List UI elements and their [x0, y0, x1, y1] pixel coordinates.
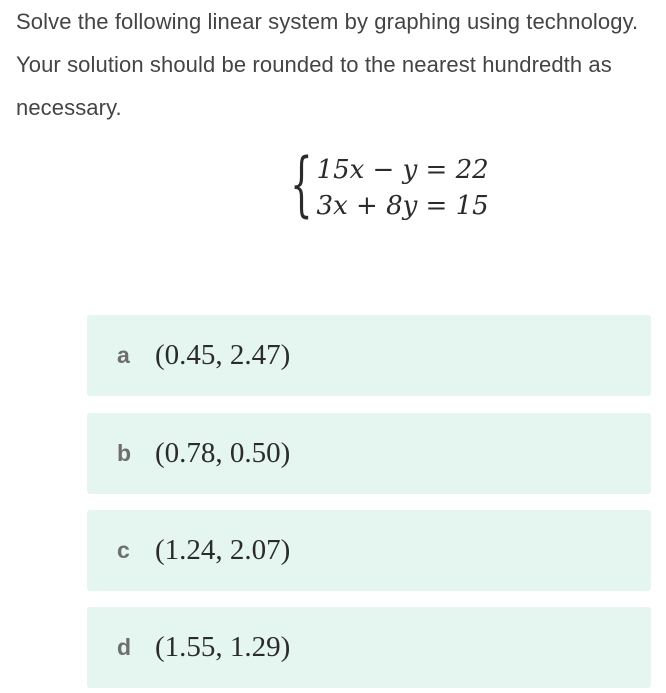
equation-1: 15x − y = 22 [316, 155, 489, 185]
option-value: (0.45, 2.47) [155, 339, 291, 371]
option-b[interactable] [87, 413, 651, 494]
equation-system [268, 143, 489, 226]
question-text: Solve the following linear system by graphing using technology. Your solution should be rounded to the nearest hundredth as necessary. [16, 9, 639, 120]
option-a[interactable] [87, 315, 651, 396]
equation-list [317, 152, 489, 224]
equation-2: 3x + 8y = 15 [316, 191, 489, 221]
option-c[interactable] [87, 510, 651, 591]
option-letter: a [117, 342, 130, 368]
option-letter: b [117, 440, 132, 466]
option-letter: c [117, 537, 130, 563]
option-value: (1.24, 2.07) [155, 534, 291, 566]
option-d[interactable] [87, 607, 651, 688]
option-value: (1.55, 1.29) [155, 631, 291, 663]
system-brace: { [290, 143, 313, 225]
option-letter: d [117, 634, 132, 660]
option-value: (0.78, 0.50) [155, 437, 291, 469]
